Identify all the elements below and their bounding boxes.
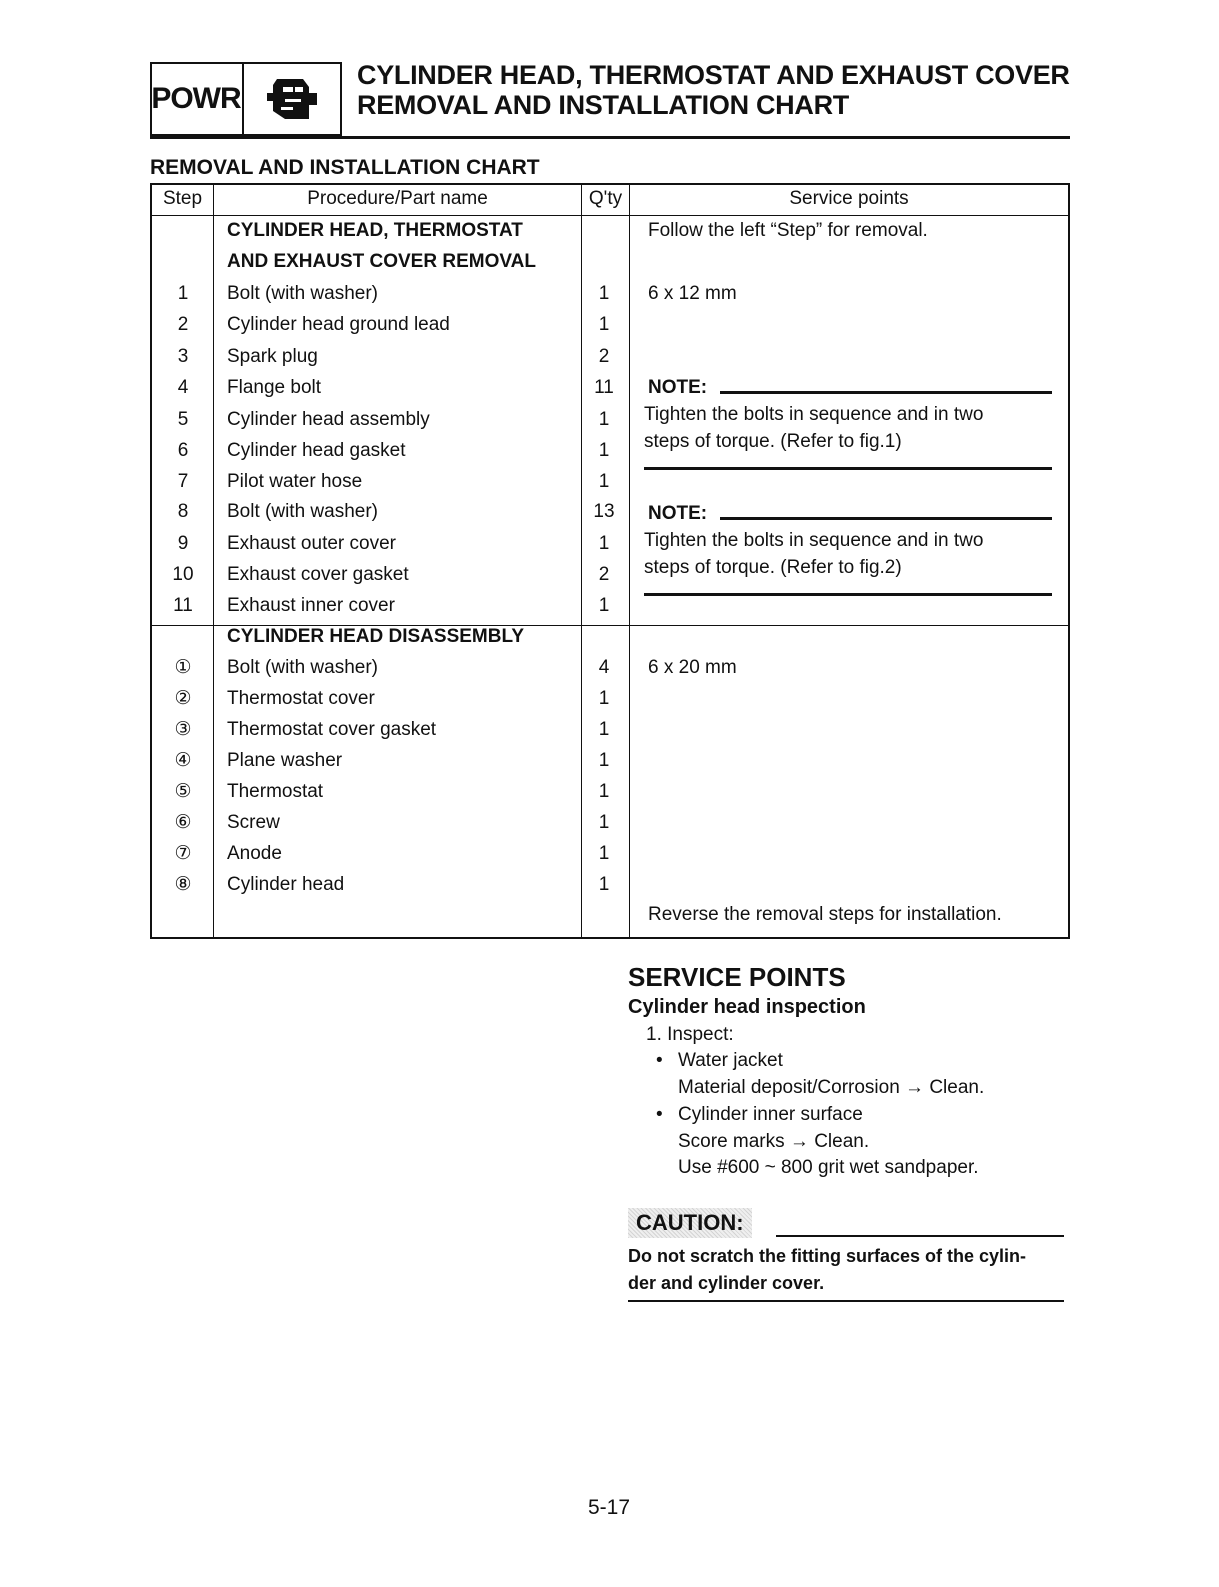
- step-number: ⑦: [174, 843, 192, 864]
- bullet-detail: Use #600 ~ 800 grit wet sandpaper.: [678, 1157, 979, 1178]
- quantity: 2: [598, 564, 610, 585]
- note-label: NOTE:: [648, 503, 708, 524]
- quantity: 1: [598, 719, 610, 740]
- part-name: Plane washer: [227, 750, 343, 771]
- note-rule: [720, 517, 1052, 520]
- column-header-qty: Q'ty: [588, 188, 623, 209]
- service-points-subtitle: Cylinder head inspection: [628, 996, 866, 1018]
- part-name: Exhaust outer cover: [227, 533, 396, 554]
- engine-disassembly-icon: [244, 62, 342, 136]
- note-end-rule: [644, 593, 1052, 596]
- bullet-item: Water jacket: [678, 1050, 783, 1071]
- bullet-detail: Score marks → Clean.: [678, 1131, 870, 1152]
- step-number: 7: [177, 471, 189, 492]
- page-title-line2: REMOVAL AND INSTALLATION CHART: [357, 90, 849, 120]
- quantity: 1: [598, 688, 610, 709]
- powr-badge: POWR: [150, 62, 244, 136]
- quantity: 13: [593, 501, 615, 522]
- part-name: Cylinder head assembly: [227, 409, 430, 430]
- part-name: Bolt (with washer): [227, 657, 378, 678]
- part-name: Thermostat cover gasket: [227, 719, 437, 740]
- section-title: CYLINDER HEAD DISASSEMBLY: [227, 626, 525, 647]
- step-number: 11: [173, 595, 193, 616]
- bullet-icon: •: [656, 1050, 663, 1071]
- part-name: Cylinder head: [227, 874, 345, 895]
- step-number: 6: [177, 440, 189, 461]
- caution-text: der and cylinder cover.: [628, 1273, 825, 1293]
- bullet-item: Cylinder inner surface: [678, 1104, 863, 1125]
- step-number: 1: [177, 283, 189, 304]
- service-points-title: SERVICE POINTS: [628, 962, 846, 992]
- step-number: 9: [177, 533, 189, 554]
- column-header-service-points: Service points: [789, 188, 909, 209]
- caution-text: Do not scratch the fitting surfaces of the cylin-: [628, 1246, 1027, 1266]
- part-name: Screw: [227, 812, 280, 833]
- column-divider: [581, 185, 582, 937]
- caution-label: CAUTION:: [628, 1208, 752, 1238]
- part-name: Bolt (with washer): [227, 283, 378, 304]
- removal-installation-table: [150, 183, 1070, 939]
- note-label: NOTE:: [648, 377, 708, 398]
- step-number: 5: [177, 409, 189, 430]
- page-title-line1: CYLINDER HEAD, THERMOSTAT AND EXHAUST COVER: [357, 60, 1070, 90]
- step-number: 8: [177, 501, 189, 522]
- part-name: Pilot water hose: [227, 471, 363, 492]
- step-number: ⑥: [174, 812, 192, 833]
- service-point-text: 6 x 12 mm: [648, 283, 737, 304]
- part-name: Spark plug: [227, 346, 318, 367]
- bullet-icon: •: [656, 1104, 663, 1125]
- quantity: 11: [594, 377, 614, 398]
- quantity: 1: [598, 874, 610, 895]
- column-header-step: Step: [162, 188, 203, 209]
- service-point-text: 6 x 20 mm: [648, 657, 737, 678]
- quantity: 1: [598, 781, 610, 802]
- bullet-detail: Material deposit/Corrosion → Clean.: [678, 1077, 985, 1098]
- step-number: 2: [177, 314, 189, 335]
- quantity: 1: [598, 595, 610, 616]
- part-name: Cylinder head gasket: [227, 440, 406, 461]
- header-row-divider: [152, 215, 1068, 216]
- service-point-text: Follow the left “Step” for removal.: [648, 220, 928, 241]
- step-number: ④: [174, 750, 192, 771]
- caution-rule: [776, 1235, 1064, 1237]
- section-title: AND EXHAUST COVER REMOVAL: [227, 251, 536, 272]
- step-number: ①: [174, 657, 192, 678]
- quantity: 4: [598, 657, 610, 678]
- quantity: 1: [598, 750, 610, 771]
- step-number: 4: [177, 377, 189, 398]
- caution-end-rule: [628, 1300, 1064, 1302]
- column-header-procedure: Procedure/Part name: [307, 188, 488, 209]
- quantity: 2: [598, 346, 610, 367]
- step-number: ⑤: [174, 781, 192, 802]
- part-name: Exhaust inner cover: [227, 595, 395, 616]
- part-name: Cylinder head ground lead: [227, 314, 450, 335]
- note-end-rule: [644, 467, 1052, 470]
- part-name: Thermostat cover: [227, 688, 375, 709]
- step-number: ⑧: [174, 874, 192, 895]
- quantity: 1: [598, 812, 610, 833]
- inspect-step: 1. Inspect:: [646, 1024, 734, 1045]
- part-name: Anode: [227, 843, 282, 864]
- quantity: 1: [598, 440, 610, 461]
- step-number: ③: [174, 719, 192, 740]
- quantity: 1: [598, 843, 610, 864]
- part-name: Flange bolt: [227, 377, 322, 398]
- note-rule: [720, 391, 1052, 394]
- page-number: 5-17: [588, 1496, 631, 1519]
- note-text: Tighten the bolts in sequence and in two: [644, 404, 984, 425]
- quantity: 1: [598, 283, 610, 304]
- column-divider: [629, 185, 630, 937]
- chart-heading: REMOVAL AND INSTALLATION CHART: [150, 156, 540, 179]
- part-name: Thermostat: [227, 781, 324, 802]
- step-number: 3: [177, 346, 189, 367]
- quantity: 1: [598, 533, 610, 554]
- note-text: steps of torque. (Refer to fig.2): [644, 557, 902, 578]
- part-name: Bolt (with washer): [227, 501, 378, 522]
- note-text: Tighten the bolts in sequence and in two: [644, 530, 984, 551]
- step-number: 10: [172, 564, 194, 585]
- step-number: ②: [174, 688, 192, 709]
- quantity: 1: [598, 409, 610, 430]
- quantity: 1: [598, 471, 610, 492]
- section-title: CYLINDER HEAD, THERMOSTAT: [227, 220, 523, 241]
- header-divider: [150, 136, 1070, 139]
- service-point-footer: Reverse the removal steps for installation.: [648, 904, 1002, 925]
- part-name: Exhaust cover gasket: [227, 564, 409, 585]
- quantity: 1: [598, 314, 610, 335]
- note-text: steps of torque. (Refer to fig.1): [644, 431, 902, 452]
